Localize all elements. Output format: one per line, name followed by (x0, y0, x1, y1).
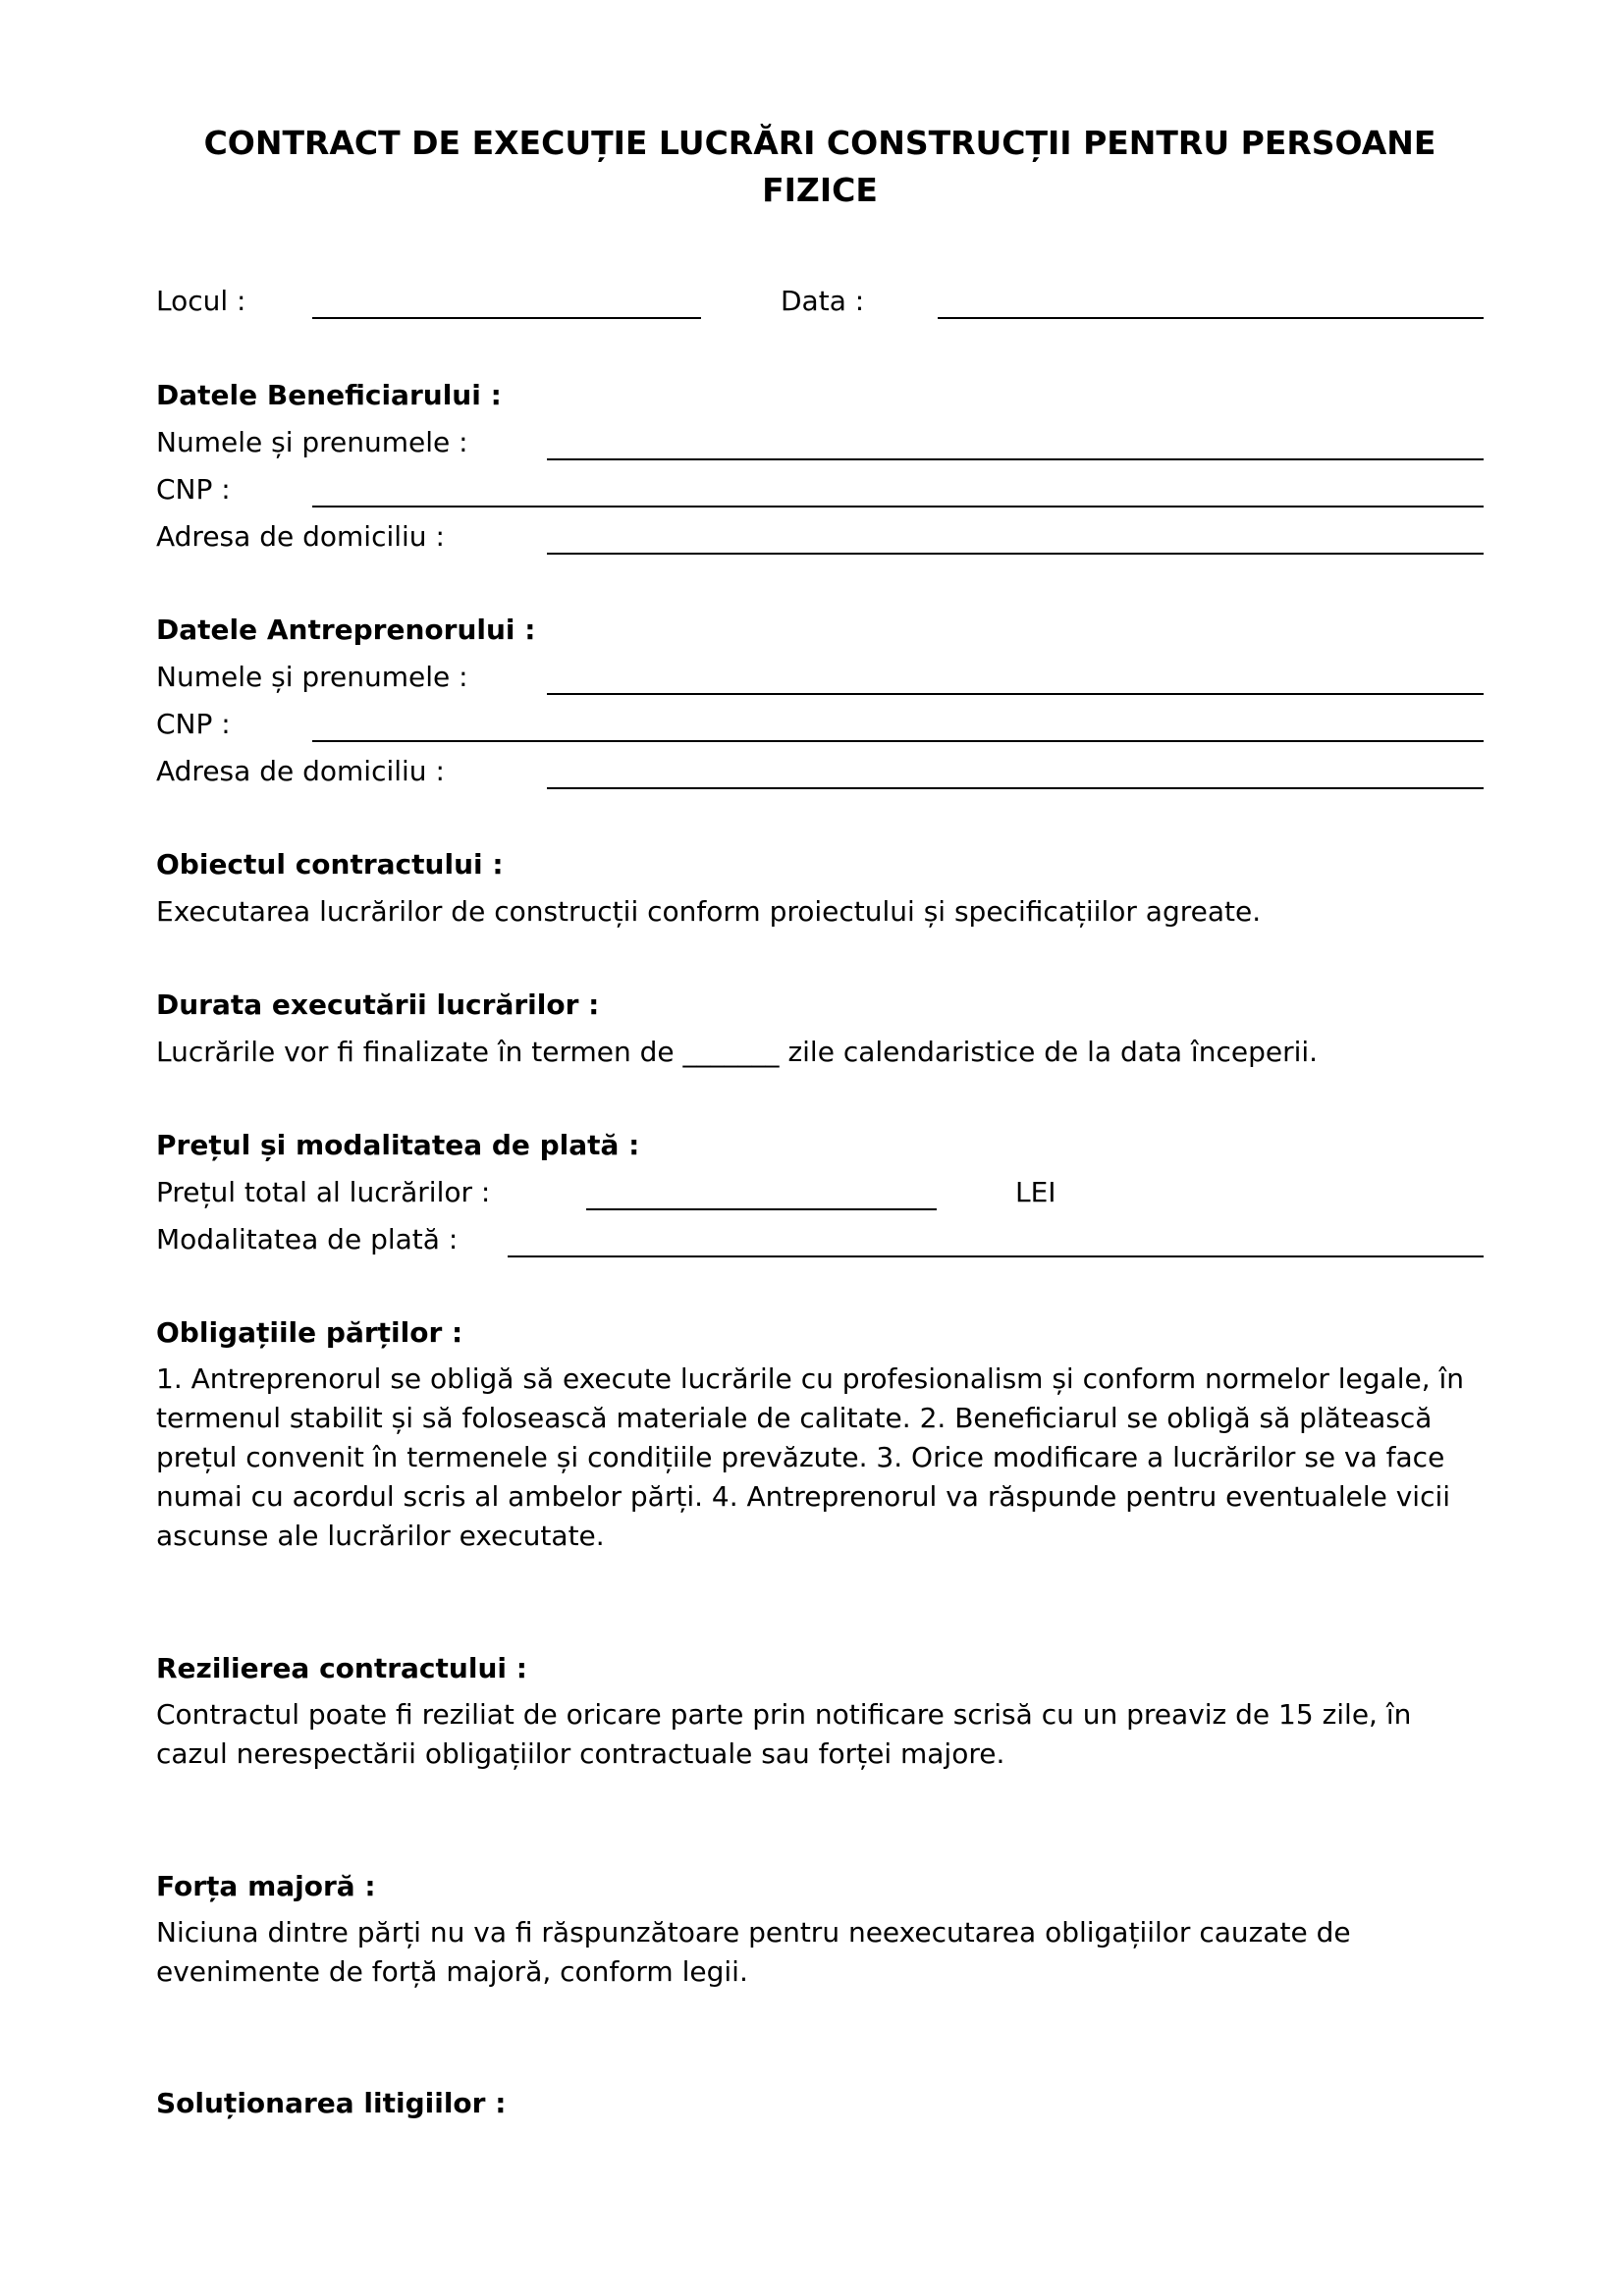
payment-method-label: Modalitatea de plată : (156, 1223, 459, 1255)
document-title: CONTRACT DE EXECUȚIE LUCRĂRI CONSTRUCȚII PENTRU PERSOANE FIZICE (203, 124, 1436, 209)
price-total-field-line[interactable] (586, 1208, 937, 1210)
place-label: Locul : (156, 285, 246, 317)
duration-days-blank[interactable]: _______ (682, 1036, 780, 1068)
beneficiary-name-field-line[interactable] (547, 458, 1484, 460)
duration-text (156, 1036, 1318, 1069)
price-total-label: Prețul total al lucrărilor : (156, 1176, 491, 1208)
date-field-line[interactable] (938, 317, 1484, 319)
duration-text-before: Lucrările vor fi finalizate în termen de (156, 1036, 675, 1068)
price-heading: Prețul și modalitatea de plată : (156, 1129, 640, 1161)
beneficiary-name-label: Numele și prenumele : (156, 426, 468, 458)
force-majeure-heading: Forța majoră : (156, 1870, 376, 1902)
beneficiary-address-label: Adresa de domiciliu : (156, 520, 445, 553)
obligations-text: 1. Antreprenorul se obligă să execute lucrările cu profesionalism și conform normelor legale, în termenul stabilit și să folosească materiale de calitate. 2. Beneficiarul se obligă să plătească prețul convenit în termenele și condițiile prevăzute. 3. Orice modificare a lucrărilor se va face numai cu acordul scris al ambelor părți. 4. Antreprenorul va răspunde pentru eventualele vicii ascunse ale lucrărilor executate. (156, 1362, 1465, 1552)
contractor-cnp-label: CNP : (156, 708, 231, 740)
duration-heading: Durata executării lucrărilor : (156, 988, 600, 1021)
price-currency: LEI (1015, 1176, 1056, 1208)
disputes-heading: Soluționarea litigiilor : (156, 2087, 507, 2119)
beneficiary-address-field-line[interactable] (547, 553, 1484, 555)
contractor-heading: Datele Antreprenorului : (156, 614, 536, 646)
contractor-address-field-line[interactable] (547, 787, 1484, 789)
obligations-heading: Obligațiile părților : (156, 1316, 463, 1349)
duration-text-after: zile calendaristice de la data începerii. (787, 1036, 1319, 1068)
contractor-cnp-field-line[interactable] (312, 740, 1484, 742)
beneficiary-cnp-field-line[interactable] (312, 506, 1484, 507)
force-majeure-text: Niciuna dintre părți nu va fi răspunzătoare pentru neexecutarea obligațiilor cauzate de evenimente de forță majoră, conform legii. (156, 1916, 1351, 1988)
contractor-name-field-line[interactable] (547, 693, 1484, 695)
contractor-name-label: Numele și prenumele : (156, 661, 468, 693)
termination-heading: Rezilierea contractului : (156, 1652, 527, 1684)
beneficiary-cnp-label: CNP : (156, 473, 231, 506)
object-heading: Obiectul contractului : (156, 848, 504, 881)
beneficiary-heading: Datele Beneficiarului : (156, 379, 502, 411)
place-field-line[interactable] (312, 317, 701, 319)
termination-text: Contractul poate fi reziliat de oricare parte prin notificare scrisă cu un preaviz de 15 zile, în cazul nerespectării obligațiilor contractuale sau forței majore. (156, 1698, 1412, 1770)
contractor-address-label: Adresa de domiciliu : (156, 755, 445, 787)
object-text: Executarea lucrărilor de construcții conform proiectului și specificațiilor agreate. (156, 895, 1262, 928)
date-label: Data : (781, 285, 865, 317)
payment-method-field-line[interactable] (508, 1255, 1484, 1257)
